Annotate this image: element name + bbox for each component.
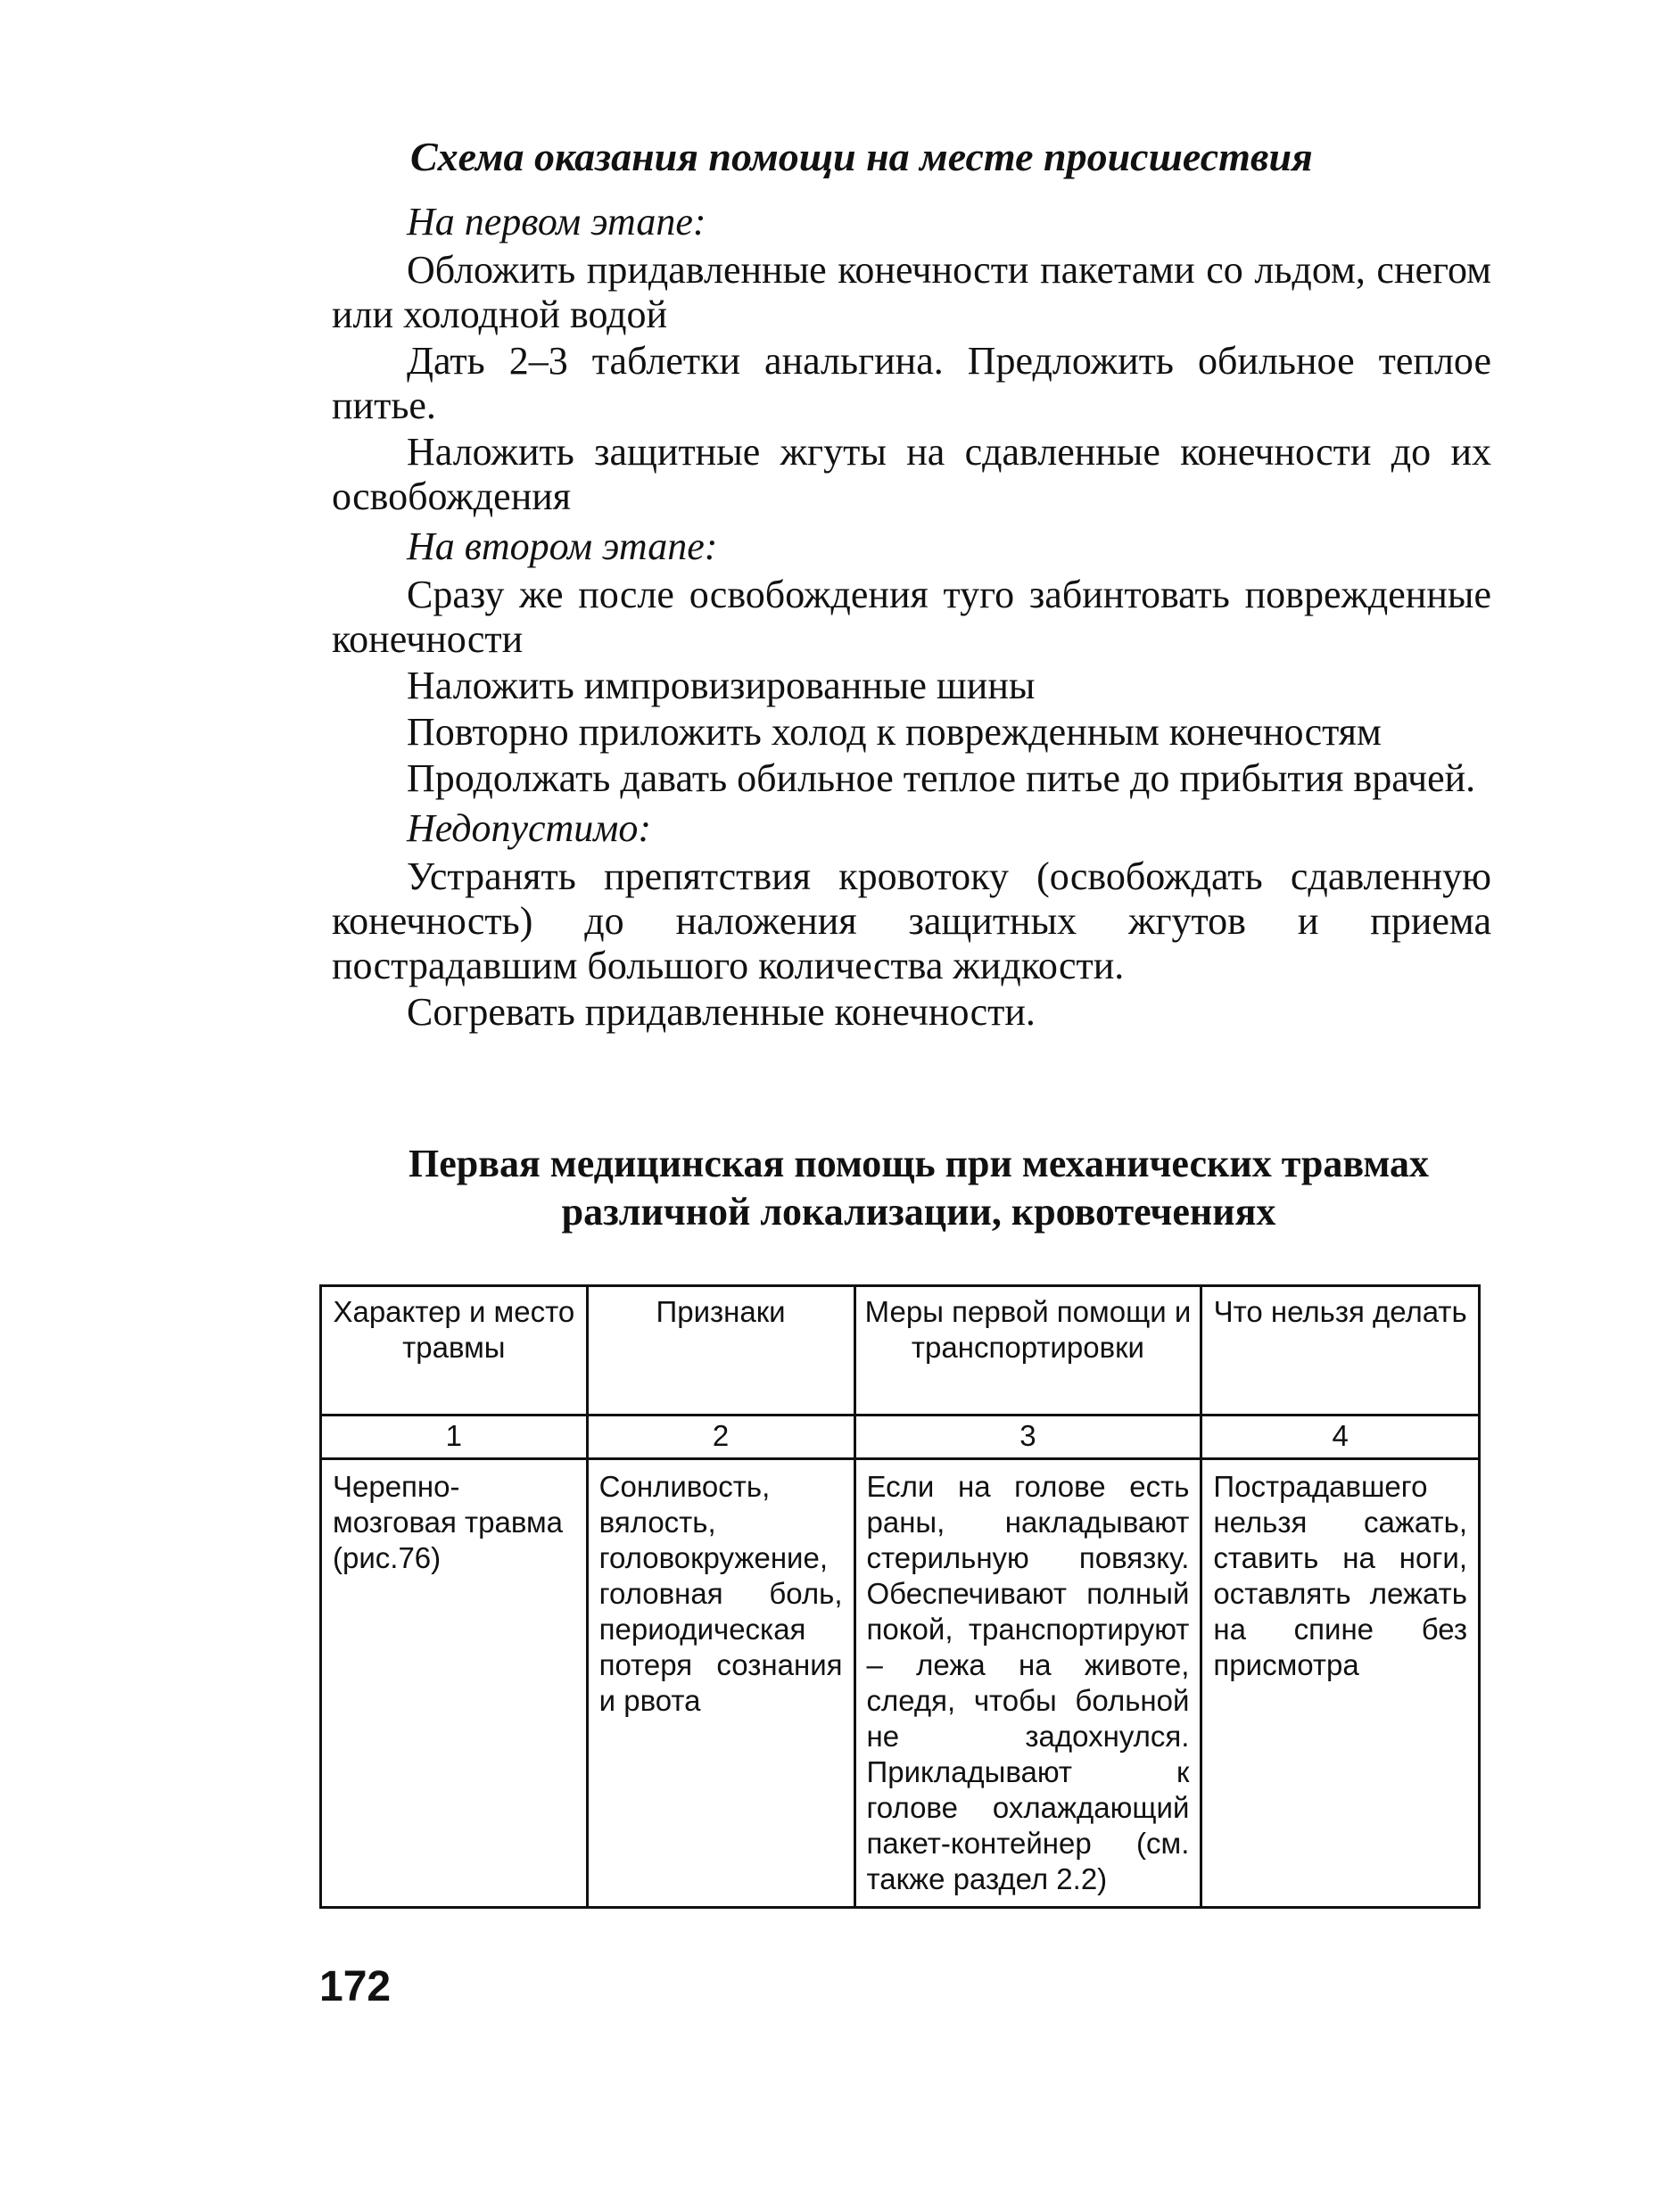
column-number: 2 [587, 1416, 854, 1459]
page-number: 172 [319, 1963, 392, 2010]
section-heading-line-2: различной локализации, кровотечениях [561, 1190, 1276, 1234]
column-number: 3 [854, 1416, 1201, 1459]
table-header-row [321, 1286, 1480, 1416]
forbidden-item: Согревать придавленные конечности. [407, 990, 1036, 1034]
stage-1-item: Дать 2–3 таблетки анальгина. Предложить обильное теплое питье. [332, 339, 1491, 427]
table-row [321, 1459, 1480, 1908]
first-aid-table [319, 1284, 1481, 1909]
scheme-body [332, 194, 1491, 1036]
measures-cell: Если на голове есть раны, накладывают стерильную повязку. Обеспечивают полный покой, транспортируют – лежа на животе, следя, чтобы больной не задохнулся. Прикладывают к голове охлаждающий пакет-контейнер (см. также раздел 2.2) [854, 1459, 1201, 1908]
column-number: 4 [1201, 1416, 1480, 1459]
section-heading [339, 1140, 1498, 1236]
column-number-row [321, 1416, 1480, 1459]
injury-cell: Черепно-мозговая травма (рис.76) [321, 1459, 588, 1908]
column-header-signs: Признаки [587, 1286, 854, 1416]
stage-1-label: На первом этапе: [407, 200, 706, 243]
stage-1-item: Наложить защитные жгуты на сдавленные конечности до их освобождения [332, 430, 1491, 518]
forbidden-cell: Пострадавшего нельзя сажать, ставить на ноги, оставлять лежать на спине без присмотра [1201, 1459, 1480, 1908]
column-number: 1 [321, 1416, 588, 1459]
stage-2-item: Продолжать давать обильное теплое питье до прибытия врачей. [407, 756, 1476, 800]
forbidden-label: Недопустимо: [407, 806, 652, 850]
stage-2-item: Сразу же после освобождения туго забинтовать поврежденные конечности [332, 573, 1491, 661]
stage-2-item: Повторно приложить холод к поврежденным конечностям [407, 710, 1382, 754]
stage-2-label: На втором этапе: [407, 524, 718, 568]
forbidden-item: Устранять препятствия кровотоку (освобождать сдавленную конечность) до наложения защитных жгутов и приема пострадавшим большого количества жидкости. [332, 854, 1491, 987]
signs-cell: Сонливость, вялость, головокружение, головная боль, периодическая потеря сознания и рвота [587, 1459, 854, 1908]
stage-2-item: Наложить импровизированные шины [407, 664, 1036, 707]
section-heading-line-1: Первая медицинская помощь при механических травмах [408, 1142, 1430, 1185]
column-header-measures: Меры первой помощи и транспортировки [854, 1286, 1201, 1416]
scheme-title: Схема оказания помощи на месте происшествия [410, 134, 1313, 179]
stage-1-item: Обложить придавленные конечности пакетами со льдом, снегом или холодной водой [332, 248, 1491, 336]
column-header-forbidden: Что нельзя делать [1201, 1286, 1480, 1416]
column-header-injury: Характер и место травмы [321, 1286, 588, 1416]
